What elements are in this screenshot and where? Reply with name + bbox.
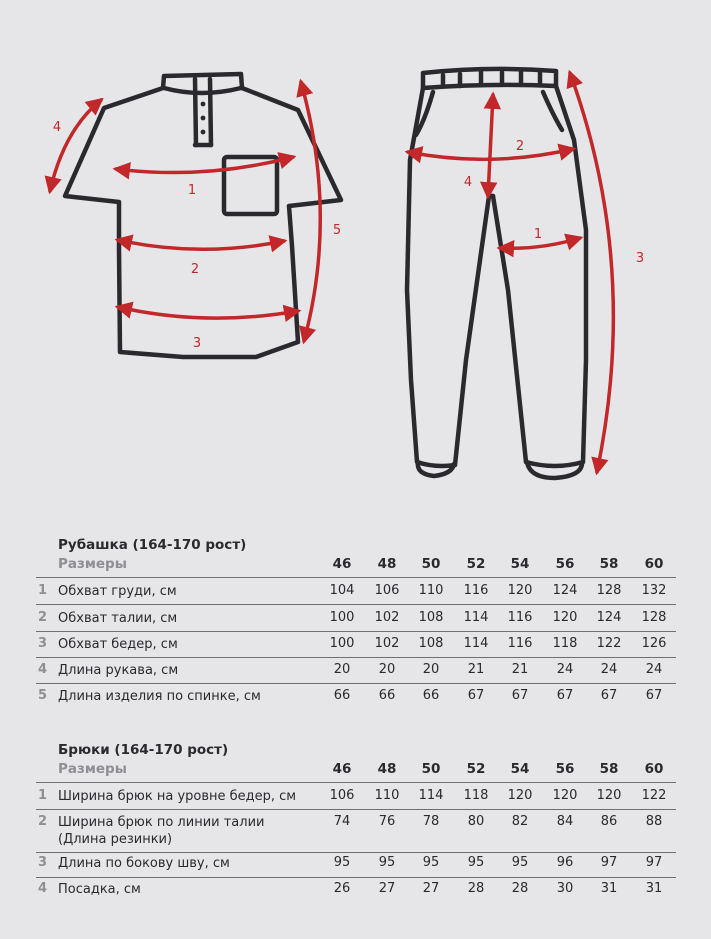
pants-label-1: 1 bbox=[533, 227, 543, 242]
size-header: 48 bbox=[377, 556, 397, 572]
shirt-label-1: 1 bbox=[187, 183, 197, 198]
table-cell: 110 bbox=[374, 788, 400, 803]
size-header: 50 bbox=[421, 556, 441, 572]
shirt-label-3: 3 bbox=[192, 336, 202, 351]
pants-label-4: 4 bbox=[463, 175, 473, 190]
table-cell: 67 bbox=[467, 688, 485, 703]
table-cell: 97 bbox=[645, 855, 663, 870]
table-cell: 27 bbox=[378, 881, 396, 896]
row-divider bbox=[36, 809, 676, 810]
table-cell: 30 bbox=[556, 881, 574, 896]
row-number: 3 bbox=[38, 636, 48, 651]
size-header: 60 bbox=[644, 556, 664, 572]
shirt-label-4: 4 bbox=[52, 120, 62, 135]
table-cell: 116 bbox=[507, 636, 533, 651]
table-cell: 28 bbox=[511, 881, 529, 896]
table-cell: 86 bbox=[600, 814, 618, 829]
table-cell: 20 bbox=[378, 662, 396, 677]
table-cell: 95 bbox=[333, 855, 351, 870]
table-cell: 95 bbox=[422, 855, 440, 870]
row-divider bbox=[36, 877, 676, 878]
size-header: 58 bbox=[599, 556, 619, 572]
row-divider bbox=[36, 657, 676, 658]
row-number: 2 bbox=[38, 814, 48, 829]
table-cell: 118 bbox=[552, 636, 578, 651]
table-cell: 78 bbox=[422, 814, 440, 829]
size-header: 58 bbox=[599, 761, 619, 777]
row-label: Длина изделия по спинке, см bbox=[58, 689, 261, 704]
table-cell: 114 bbox=[463, 636, 489, 651]
table-cell: 116 bbox=[507, 610, 533, 625]
table-cell: 66 bbox=[333, 688, 351, 703]
row-label: Обхват груди, см bbox=[58, 584, 177, 599]
table-cell: 128 bbox=[596, 583, 622, 598]
table-cell: 95 bbox=[511, 855, 529, 870]
shirt-label-2: 2 bbox=[190, 262, 200, 277]
row-number: 2 bbox=[38, 610, 48, 625]
shirt-measure-arrows bbox=[50, 82, 320, 341]
row-divider bbox=[36, 782, 676, 783]
header-label: Размеры bbox=[58, 761, 127, 777]
table-cell: 95 bbox=[467, 855, 485, 870]
row-label: Длина рукава, см bbox=[58, 663, 179, 678]
size-header: 54 bbox=[510, 761, 530, 777]
table-cell: 120 bbox=[552, 610, 578, 625]
table-cell: 80 bbox=[467, 814, 485, 829]
row-number: 4 bbox=[38, 662, 48, 677]
row-number: 1 bbox=[38, 583, 48, 598]
table-cell: 100 bbox=[329, 610, 355, 625]
table-cell: 108 bbox=[418, 610, 444, 625]
table-cell: 102 bbox=[374, 636, 400, 651]
size-header: 46 bbox=[332, 556, 352, 572]
size-header: 60 bbox=[644, 761, 664, 777]
row-label: Обхват бедер, см bbox=[58, 637, 178, 652]
size-header: 52 bbox=[466, 761, 486, 777]
table-cell: 88 bbox=[645, 814, 663, 829]
table-cell: 120 bbox=[507, 788, 533, 803]
table-cell: 120 bbox=[596, 788, 622, 803]
table-cell: 31 bbox=[645, 881, 663, 896]
shirt-buttons bbox=[201, 102, 206, 135]
row-number: 3 bbox=[38, 855, 48, 870]
table-cell: 21 bbox=[511, 662, 529, 677]
table-cell: 122 bbox=[641, 788, 667, 803]
row-label: Ширина брюк по линии талии (Длина резинки) bbox=[58, 815, 265, 847]
table-cell: 96 bbox=[556, 855, 574, 870]
table-cell: 114 bbox=[463, 610, 489, 625]
size-header: 54 bbox=[510, 556, 530, 572]
table-cell: 67 bbox=[511, 688, 529, 703]
table-cell: 20 bbox=[333, 662, 351, 677]
size-header: 48 bbox=[377, 761, 397, 777]
table-cell: 95 bbox=[378, 855, 396, 870]
table-cell: 114 bbox=[418, 788, 444, 803]
table-cell: 24 bbox=[645, 662, 663, 677]
table-cell: 84 bbox=[556, 814, 574, 829]
row-divider bbox=[36, 604, 676, 605]
table-cell: 82 bbox=[511, 814, 529, 829]
table-cell: 100 bbox=[329, 636, 355, 651]
size-header: 56 bbox=[555, 556, 575, 572]
table-cell: 28 bbox=[467, 881, 485, 896]
table-cell: 21 bbox=[467, 662, 485, 677]
size-header: 46 bbox=[332, 761, 352, 777]
size-header: 52 bbox=[466, 556, 486, 572]
row-label: Длина по бокову шву, см bbox=[58, 856, 230, 871]
table-cell: 120 bbox=[552, 788, 578, 803]
pants-label-3: 3 bbox=[635, 251, 645, 266]
row-label: Обхват талии, см bbox=[58, 611, 178, 626]
header-label: Размеры bbox=[58, 556, 127, 572]
table-cell: 102 bbox=[374, 610, 400, 625]
row-divider bbox=[36, 577, 676, 578]
table-cell: 124 bbox=[596, 610, 622, 625]
row-divider bbox=[36, 683, 676, 684]
row-label: Ширина брюк на уровне бедер, см bbox=[58, 789, 297, 804]
pants-drawing bbox=[407, 69, 586, 478]
table-cell: 126 bbox=[641, 636, 667, 651]
shirt-label-5: 5 bbox=[332, 223, 342, 238]
table-cell: 66 bbox=[378, 688, 396, 703]
shirt-table-title: Рубашка (164-170 рост) bbox=[58, 537, 247, 553]
table-cell: 27 bbox=[422, 881, 440, 896]
table-cell: 67 bbox=[645, 688, 663, 703]
table-cell: 97 bbox=[600, 855, 618, 870]
row-divider bbox=[36, 852, 676, 853]
table-cell: 67 bbox=[556, 688, 574, 703]
table-cell: 26 bbox=[333, 881, 351, 896]
row-number: 5 bbox=[38, 688, 48, 703]
row-number: 1 bbox=[38, 788, 48, 803]
table-cell: 110 bbox=[418, 583, 444, 598]
table-cell: 106 bbox=[374, 583, 400, 598]
table-cell: 108 bbox=[418, 636, 444, 651]
pants-table-title: Брюки (164-170 рост) bbox=[58, 742, 229, 758]
table-cell: 20 bbox=[422, 662, 440, 677]
table-cell: 76 bbox=[378, 814, 396, 829]
row-number: 4 bbox=[38, 881, 48, 896]
table-cell: 66 bbox=[422, 688, 440, 703]
table-cell: 24 bbox=[556, 662, 574, 677]
size-header: 56 bbox=[555, 761, 575, 777]
table-cell: 24 bbox=[600, 662, 618, 677]
size-header: 50 bbox=[421, 761, 441, 777]
table-cell: 118 bbox=[463, 788, 489, 803]
table-cell: 132 bbox=[641, 583, 667, 598]
table-cell: 67 bbox=[600, 688, 618, 703]
table-cell: 106 bbox=[329, 788, 355, 803]
table-cell: 124 bbox=[552, 583, 578, 598]
pants-label-2: 2 bbox=[515, 139, 525, 154]
row-label: Посадка, см bbox=[58, 882, 141, 897]
table-cell: 104 bbox=[329, 583, 355, 598]
table-cell: 31 bbox=[600, 881, 618, 896]
table-cell: 116 bbox=[463, 583, 489, 598]
table-cell: 74 bbox=[333, 814, 351, 829]
row-divider bbox=[36, 631, 676, 632]
table-cell: 128 bbox=[641, 610, 667, 625]
table-cell: 120 bbox=[507, 583, 533, 598]
table-cell: 122 bbox=[596, 636, 622, 651]
